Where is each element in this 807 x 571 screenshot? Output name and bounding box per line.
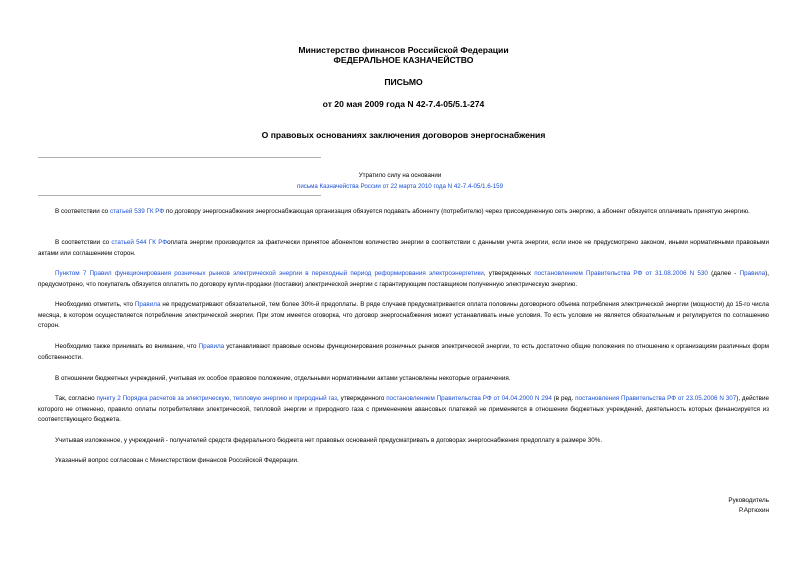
paragraph-text: (в ред.: [551, 395, 576, 402]
paragraph-text: Учитывая изложенное, у учреждений - получателей средств федерального бюджета нет правовых оснований предусматривать в договорах энергоснабжения предоплату в размере 30%.: [55, 437, 603, 444]
paragraph-text: Необходимо отметить, что: [55, 301, 135, 308]
paragraph-5: [38, 342, 769, 363]
link-rules[interactable]: Правила: [739, 270, 766, 277]
status-link[interactable]: письма Казначейства России от 22 марта 2010 года N 42-7.4-05/1.6-159: [296, 183, 504, 190]
paragraph-text: устанавливают правовые основы функционирования розничных рынков электрической энергии, то есть достаточно общие положения по отношению к организациям различных форм собственности.: [38, 343, 769, 361]
ministry-name: Министерство финансов Российской Федерации: [298, 45, 509, 55]
paragraph-text: ), предусмотрено, что покупатель обязуется оплатить по договору купли-продажи (поставки) электрической энергии с гарантирующим поставщиком полученную электрическую энергию.: [38, 270, 770, 288]
paragraph-7: [38, 394, 769, 426]
paragraph-text: ), действие которого не отменено, правило оплаты потребителями электрической, тепловой энергии и природного газа с применением авансовых платежей не применяется в отношении бюджетных учреждений, деятельность которых финансируется из соответствующего бюджета.: [38, 395, 769, 424]
paragraph-text: В соответствии со: [55, 239, 112, 246]
paragraph-text: Так, согласно: [55, 395, 97, 402]
paragraph-6: [38, 374, 769, 385]
paragraph-text: оплата энергии производится за фактически принятое абонентом количество энергии в соответствии с данными учета энергии, если иное не предусмотрено законом, иными нормативными правовыми актами или соглашением сторон.: [38, 239, 769, 257]
paragraph-9: [38, 456, 769, 467]
signature-title: Руководитель: [728, 497, 769, 504]
paragraph-text: Необходимо также принимать во внимание, что: [55, 343, 199, 350]
paragraph-4: [38, 300, 769, 332]
paragraph-text: (далее -: [707, 270, 740, 277]
link-rules-item-7[interactable]: Пунктом 7 Правил функционирования розничных рынков электрической энергии в переходный период реформирования электроэнергетики: [55, 270, 484, 277]
paragraph-text: по договору энергоснабжения энергоснабжающая организация обязуется подавать абоненту (потребителю) через присоединенную сеть энергию, а абонент обязуется оплачивать принятую энергию.: [164, 208, 750, 215]
link-payment-order-item-2[interactable]: пункту 2 Порядка расчетов за электрическую, тепловую энергию и природный газ: [96, 395, 338, 402]
link-rules[interactable]: Правила: [134, 301, 161, 308]
paragraph-1: [38, 207, 769, 218]
paragraph-3: [38, 269, 769, 290]
link-resolution-530[interactable]: постановлением Правительства РФ от 31.08.2006 N 530: [534, 270, 708, 277]
divider-top: [38, 157, 321, 158]
paragraph-8: [38, 436, 769, 447]
link-article-539[interactable]: статьей 539 ГК РФ: [109, 208, 165, 215]
link-article-544[interactable]: статьей 544 ГК РФ: [111, 239, 168, 246]
paragraph-text: не предусматривают обязательной, тем более 30%-й предоплаты. В ряде случаев предусматривается оплата половины договорного объема потребления электрической энергии (мощности) до 15-го числа месяца, в котором осуществляется потребление электрической энергии. При этом имеется оговорка, что договор энергоснабжения может устанавливать иные условия. То есть условие не является обязательным и регулируется по соглашению сторон.: [38, 301, 769, 330]
paragraph-text: В соответствии со: [55, 208, 110, 215]
link-rules[interactable]: Правила: [198, 343, 225, 350]
paragraph-text: В отношении бюджетных учреждений, учитывая их особое правовое положение, отдельными нормативными актами установлены некоторые ограничения.: [55, 375, 511, 382]
status-note: Утратило силу на основании: [358, 172, 442, 179]
paragraph-2: [38, 238, 769, 259]
link-resolution-307[interactable]: постановления Правительства РФ от 23.05.2006 N 307: [575, 395, 737, 402]
paragraph-text: , утвержденного: [337, 395, 387, 402]
treasury-name: ФЕДЕРАЛЬНОЕ КАЗНАЧЕЙСТВО: [333, 55, 474, 65]
paragraph-text: Указанный вопрос согласован с Министерством финансов Российской Федерации.: [55, 457, 299, 464]
document-type: ПИСЬМО: [384, 77, 423, 87]
signature-name: Р.Артюхин: [738, 507, 769, 514]
document-date-number: от 20 мая 2009 года N 42-7.4-05/5.1-274: [322, 99, 485, 109]
document-subject: О правовых основаниях заключения договоров энергоснабжения: [261, 130, 546, 140]
link-resolution-294[interactable]: постановлением Правительства РФ от 04.04.2000 N 294: [386, 395, 552, 402]
divider-bottom: [38, 195, 321, 196]
paragraph-text: , утвержденных: [483, 270, 535, 277]
